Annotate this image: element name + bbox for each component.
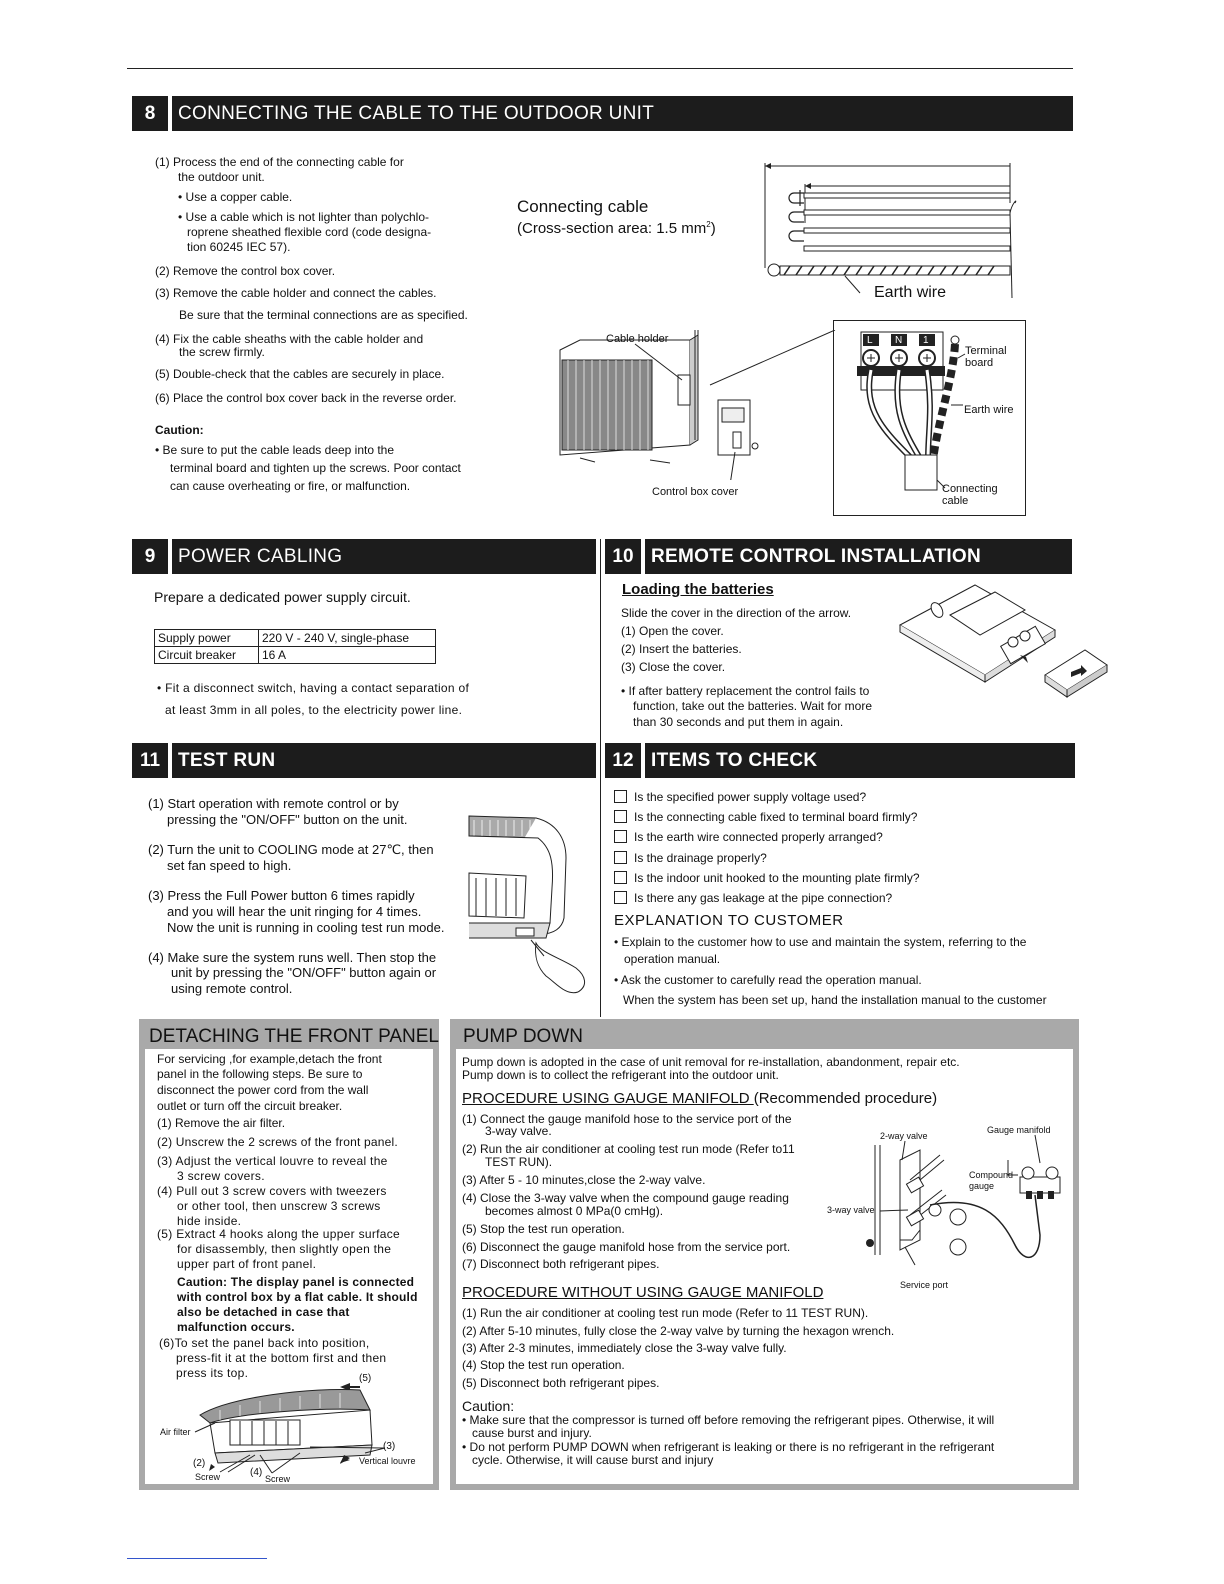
front-panel-text: (6)To set the panel back into position, [159, 1336, 370, 1350]
section-8-header [132, 96, 1073, 131]
front-panel-text: for disassembly, then slightly open the [177, 1242, 392, 1256]
label-vertical-louvre: Vertical louvre [359, 1456, 416, 1466]
connecting-cable-label [942, 483, 998, 507]
step-text: roprene sheathed flexible cord (code designa- [187, 225, 432, 239]
front-panel-text: For servicing ,for example,detach the front [157, 1052, 382, 1066]
pump-intro: Pump down is to collect the refrigerant into the outdoor unit. [462, 1068, 779, 1082]
label-2way-valve: 2-way valve [880, 1131, 928, 1141]
explanation-title: EXPLANATION TO CUSTOMER [614, 912, 844, 929]
front-panel-caution: malfunction occurs. [177, 1320, 295, 1334]
proc2-step: (3) After 2-3 minutes, immediately close the 3-way valve fully. [462, 1341, 787, 1355]
step-text: the outdoor unit. [178, 170, 265, 184]
check-item-label: Is the earth wire connected properly arranged? [634, 830, 883, 844]
step-text: (3) Remove the cable holder and connect the cables. [155, 286, 437, 300]
top-rule [127, 68, 1073, 69]
battery-step: (3) Close the cover. [621, 660, 726, 674]
caution-text: terminal board and tighten up the screws. Poor contact [170, 461, 461, 475]
terminal-board-label-1: Terminal [965, 345, 1007, 357]
step-text: Be sure that the terminal connections are as specified. [179, 308, 468, 322]
front-panel-text: outlet or turn off the circuit breaker. [157, 1099, 343, 1113]
connecting-cable-label-1: Connecting [942, 483, 998, 495]
front-panel-caution: with control box by a flat cable. It should [177, 1290, 418, 1304]
front-panel-text: or other tool, then unscrew 3 screws [177, 1199, 381, 1213]
power-note: • Fit a disconnect switch, having a contact separation of [157, 681, 470, 695]
label-screw-b: Screw [265, 1474, 291, 1484]
earth-wire-small-label: Earth wire [964, 404, 1014, 416]
proc1-step: (6) Disconnect the gauge manifold hose from the service port. [462, 1240, 791, 1254]
proc1-step: 3-way valve. [485, 1124, 552, 1138]
front-panel-text: (2) Unscrew the 2 screws of the front panel. [157, 1135, 398, 1149]
check-item-label: Is the specified power supply voltage used? [634, 790, 867, 804]
step-text: • Use a cable which is not lighter than polychlo- [178, 210, 429, 224]
section-10-number: 10 [605, 539, 645, 574]
batteries-subtitle: Loading the batteries [622, 581, 774, 598]
section-12-title: ITEMS TO CHECK [651, 750, 818, 771]
section-12-number: 12 [605, 743, 645, 778]
section-12-header [605, 743, 1075, 778]
battery-note: than 30 seconds and put them in again. [633, 715, 844, 729]
proc2-title: PROCEDURE WITHOUT USING GAUGE MANIFOLD [462, 1284, 824, 1301]
power-spec-table [154, 629, 436, 664]
outdoor-unit-drawing [550, 330, 840, 480]
footer-rule [127, 1558, 267, 1559]
pump-caution-text: • Make sure that the compressor is turned off before removing the refrigerant pipes. Otherwise, it will [462, 1413, 995, 1427]
test-run-step: (4) Make sure the system runs well. Then stop the [148, 950, 437, 965]
proc1-step: (4) Close the 3-way valve when the compound gauge reading [462, 1191, 789, 1205]
check-item-label: Is the indoor unit hooked to the mounting plate firmly? [634, 871, 920, 885]
step-text: the screw firmly. [179, 345, 265, 359]
step-text: (4) Fix the cable sheaths with the cable holder and [155, 332, 424, 346]
label-4: (4) [250, 1467, 263, 1478]
section-11-header [132, 743, 596, 778]
cable-section-sup: 2 [706, 220, 711, 229]
terminal-board-label [965, 345, 1007, 369]
front-panel-text: upper part of front panel. [177, 1257, 317, 1271]
pump-intro: Pump down is adopted in the case of unit removal for re-installation, abandonment, repair etc. [462, 1055, 960, 1069]
proc1-step: (1) Connect the gauge manifold hose to the service port of the [462, 1112, 792, 1126]
checkbox[interactable] [614, 851, 627, 864]
test-run-step: and you will hear the unit ringing for 4 times. [167, 904, 422, 919]
label-3way-valve: 3-way valve [827, 1205, 875, 1215]
proc1-heading [462, 1090, 937, 1107]
test-run-step: pressing the "ON/OFF" button on the unit. [167, 812, 408, 827]
check-item-label: Is the drainage properly? [634, 851, 767, 865]
cable-label: Connecting cable [517, 197, 649, 216]
proc2-step: (2) After 5-10 minutes, fully close the 2-way valve by turning the hexagon wrench. [462, 1324, 895, 1338]
checkbox[interactable] [614, 891, 627, 904]
step-text: (5) Double-check that the cables are securely in place. [155, 367, 445, 381]
proc1-step: (5) Stop the test run operation. [462, 1222, 625, 1236]
label-air-filter: Air filter [160, 1427, 191, 1437]
table-cell: 16 A [259, 647, 436, 664]
pump-caution-text: cycle. Otherwise, it will cause burst and injury [472, 1453, 714, 1467]
proc2-step: (5) Disconnect both refrigerant pipes. [462, 1376, 660, 1390]
section-9-number: 9 [132, 539, 172, 574]
pump-caution-text: • Do not perform PUMP DOWN when refrigerant is leaking or there is no refrigerant in the refrigerant [462, 1440, 995, 1454]
table-cell: Supply power [155, 630, 259, 647]
label-2: (2) [193, 1458, 206, 1469]
label-gauge-manifold: Gauge manifold [987, 1125, 1051, 1135]
section-8-number: 8 [132, 96, 172, 131]
check-item[interactable] [614, 790, 866, 805]
front-panel-title: DETACHING THE FRONT PANEL [149, 1026, 439, 1047]
front-panel-text: hide inside. [177, 1214, 242, 1228]
step-text: tion 60245 IEC 57). [187, 240, 291, 254]
front-panel-text: (1) Remove the air filter. [157, 1116, 286, 1130]
proc1-step: (2) Run the air conditioner at cooling test run mode (Refer to11 [462, 1142, 795, 1156]
table-cell: Circuit breaker [155, 647, 259, 664]
section-11-title: TEST RUN [178, 750, 276, 771]
table-cell: 220 V - 240 V, single-phase [259, 630, 436, 647]
label-3: (3) [383, 1441, 396, 1452]
label-5: (5) [359, 1373, 372, 1384]
checkbox[interactable] [614, 790, 627, 803]
front-panel-text: press its top. [176, 1366, 249, 1380]
front-panel-text: (3) Adjust the vertical louvre to reveal the [157, 1154, 388, 1168]
battery-step: (1) Open the cover. [621, 624, 724, 638]
indoor-unit-drawing [466, 808, 596, 998]
label-compound-2: gauge [969, 1181, 995, 1191]
test-run-step: set fan speed to high. [167, 858, 292, 873]
cable-section-text: (Cross-section area: 1.5 mm [517, 220, 707, 237]
explanation-text: • Explain to the customer how to use and maintain the system, referring to the [614, 935, 1027, 949]
remote-control-drawing [895, 580, 1110, 710]
connecting-cable-label-2: cable [942, 495, 969, 507]
check-item[interactable] [614, 830, 883, 845]
front-panel-caution: also be detached in case that [177, 1305, 350, 1319]
control-box-cover-label: Control box cover [652, 486, 739, 498]
check-item[interactable] [614, 871, 920, 886]
caution-title: Caution: [155, 423, 204, 437]
battery-note: • If after battery replacement the control fails to [621, 684, 870, 698]
pump-caution-title: Caution: [462, 1398, 515, 1414]
step-text: • Use a copper cable. [178, 190, 293, 204]
checkbox[interactable] [614, 830, 627, 843]
label-compound-gauge [969, 1170, 1013, 1192]
cable-holder-label: Cable holder [606, 333, 669, 345]
power-intro: Prepare a dedicated power supply circuit. [154, 589, 411, 605]
label-compound-1: Compound [969, 1170, 1014, 1180]
checkbox[interactable] [614, 810, 627, 823]
label-screw-a: Screw [195, 1472, 221, 1482]
checkbox[interactable] [614, 871, 627, 884]
proc1-step: TEST RUN). [485, 1155, 553, 1169]
caution-text: • Be sure to put the cable leads deep into the [155, 443, 395, 457]
test-run-step: (1) Start operation with remote control or by [148, 796, 399, 811]
table-row [155, 630, 436, 647]
step-text: (1) Process the end of the connecting cable for [155, 155, 404, 169]
test-run-step: (2) Turn the unit to COOLING mode at 27℃, then [148, 842, 434, 857]
pump-caution-text: cause burst and injury. [472, 1426, 592, 1440]
pump-down-title: PUMP DOWN [463, 1026, 583, 1047]
explanation-text: operation manual. [624, 952, 721, 966]
terminal-board-label-2: board [965, 357, 994, 369]
proc2-step: (1) Run the air conditioner at cooling test run mode (Refer to 11 TEST RUN). [462, 1306, 869, 1320]
front-panel-text: (4) Pull out 3 screw covers with tweezers [157, 1184, 387, 1198]
earth-wire-label: Earth wire [874, 284, 947, 301]
test-run-step: Now the unit is running in cooling test run mode. [167, 920, 445, 935]
proc1-step: (3) After 5 - 10 minutes,close the 2-way valve. [462, 1173, 706, 1187]
check-item[interactable] [614, 891, 892, 906]
proc1-step: (7) Disconnect both refrigerant pipes. [462, 1257, 660, 1271]
test-run-step: (3) Press the Full Power button 6 times rapidly [148, 888, 415, 903]
check-item[interactable] [614, 851, 767, 866]
battery-step: Slide the cover in the direction of the arrow. [621, 606, 852, 620]
explanation-text: • Ask the customer to carefully read the operation manual. [614, 973, 922, 987]
step-text: (6) Place the control box cover back in the reverse order. [155, 391, 457, 405]
front-panel-text: (5) Extract 4 hooks along the upper surface [157, 1227, 401, 1241]
terminal-1: 1 [923, 335, 929, 346]
cable-section-end: ) [710, 220, 716, 237]
battery-step: (2) Insert the batteries. [621, 642, 742, 656]
cable-section-label [517, 215, 716, 239]
test-run-step: using remote control. [171, 981, 293, 996]
caution-text: can cause overheating or fire, or malfunction. [170, 479, 411, 493]
section-10-header [605, 539, 1072, 574]
section-8-title: CONNECTING THE CABLE TO THE OUTDOOR UNIT [178, 103, 655, 124]
proc1-step: becomes almost 0 MPa(0 cmHg). [485, 1204, 664, 1218]
column-divider [600, 539, 601, 1017]
proc2-step: (4) Stop the test run operation. [462, 1358, 625, 1372]
label-service-port: Service port [900, 1280, 949, 1290]
battery-note: function, take out the batteries. Wait for more [633, 699, 873, 713]
table-row [155, 647, 436, 664]
front-panel-text: disconnect the power cord from the wall [157, 1083, 369, 1097]
step-text: (2) Remove the control box cover. [155, 264, 336, 278]
section-9-title: POWER CABLING [178, 546, 343, 567]
section-11-number: 11 [132, 743, 172, 778]
terminal-L: L [867, 335, 873, 346]
test-run-step: unit by pressing the "ON/OFF" button again or [171, 965, 437, 980]
check-item-label: Is the connecting cable fixed to terminal board firmly? [634, 810, 918, 824]
check-item[interactable] [614, 810, 917, 825]
terminal-N: N [895, 335, 903, 346]
power-note: at least 3mm in all poles, to the electricity power line. [165, 703, 463, 717]
check-item-label: Is there any gas leakage at the pipe connection? [634, 891, 893, 905]
front-panel-text: press-fit it at the bottom first and then [176, 1351, 387, 1365]
section-10-title: REMOTE CONTROL INSTALLATION [651, 546, 982, 567]
front-panel-caution: Caution: The display panel is connected [177, 1275, 415, 1289]
front-panel-text: 3 screw covers. [177, 1169, 265, 1183]
explanation-text: When the system has been set up, hand the installation manual to the customer [623, 993, 1047, 1007]
proc1-title: PROCEDURE USING GAUGE MANIFOLD [462, 1090, 754, 1107]
proc1-suffix: (Recommended procedure) [753, 1090, 938, 1107]
section-9-header [132, 539, 596, 574]
front-panel-text: panel in the following steps. Be sure to [157, 1067, 363, 1081]
